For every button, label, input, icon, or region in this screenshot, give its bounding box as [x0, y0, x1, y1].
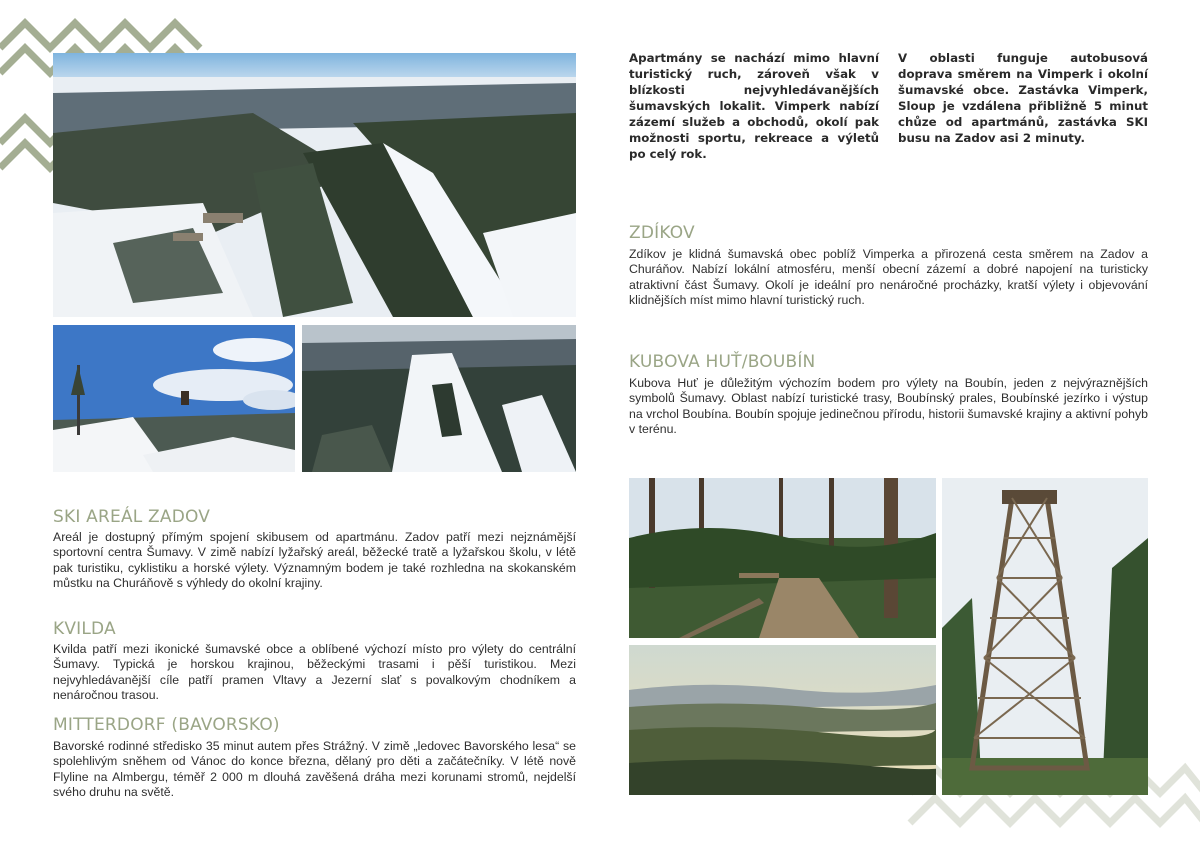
section-title-mitterdorf: MITTERDORF (BAVORSKO) [53, 715, 280, 735]
section-title-zdikov: ZDÍKOV [629, 223, 695, 243]
section-text-mitterdorf: Bavorské rodinné středisko 35 minut autem přes Strážný. V zimě „ledovec Bavorského lesa“ se spolehlivým sněhem od Vánoc do konce března, dělaný pro děti a začátečníky. V létě nově Flyline na Almbergu, téměř 2 000 m dlouhá zavěšená dráha mezi korunami stromů, nejdelší svého druhu na světě. [53, 739, 576, 800]
photo-aerial-ski-resort [53, 53, 576, 317]
section-title-ski-zadov: SKI AREÁL ZADOV [53, 507, 211, 527]
photo-ski-slopes-forest [302, 325, 576, 472]
section-text-kvilda: Kvilda patří mezi ikonické šumavské obce a oblíbené výchozí místo pro výlety do centrální Šumavy. Typická je horskou krajinou, běžeckými trasami i pěší turistikou. Mezi nejvyhledávanější cíle patří pramen Vltavy a Jezerní slať s povalkovým chodníkem a nenáročnou trasou. [53, 642, 576, 703]
section-text-zdikov: Zdíkov je klidná šumavská obec poblíž Vimperka a přirozená cesta směrem na Zadov a Churáňov. Nabízí lokální atmosféru, menší obecní zázemí a dobré napojení na turisticky atraktivní část Šumavy. Okolí je ideální pro nenáročné procházky, kratší výlety i objevování klidnějších míst mimo hlavní turistický ruch. [629, 247, 1148, 308]
photo-snowboarder-jump [53, 325, 295, 472]
section-text-kubova-hut: Kubova Huť je důležitým výchozím bodem pro výlety na Boubín, jeden z nejvýraznějších symbolů Šumavy. Oblast nabízí turistické trasy, Boubínský prales, Boubínské jezírko i výstup na vrchol Boubína. Boubín spojuje jedinečnou přírodu, historii šumavské krajiny a aktivní pohyb v terénu. [629, 376, 1148, 437]
intro-text-right: V oblasti funguje autobusová doprava směrem na Vimperk i okolní šumavské obce. Zastávka Vimperk, Sloup je vzdálena přibližně 5 minut chůze od apartmánů, zastávka SKI busu na Zadov asi 2 minuty. [898, 51, 1148, 145]
section-title-kubova-hut: KUBOVA HUŤ/BOUBÍN [629, 352, 816, 372]
photo-wooden-lookout-tower [942, 478, 1148, 795]
section-text-ski-zadov: Areál je dostupný přímým spojení skibusem od apartmánu. Zadov patří mezi nejznámější sportovní centra Šumavy. V zimě nabízí lyžařský areál, běžecké tratě a lyžařskou školu, v létě pak turistiku, cyklistiku a horské výlety. Významným bodem je také rozhledna na skokanském můstku na Churáňově s výhledy do okolní krajiny. [53, 530, 576, 591]
photo-forest-boardwalk [629, 478, 936, 638]
intro-text-left: Apartmány se nachází mimo hlavní turistický ruch, zároveň však v blízkosti nejvyhledávanějších šumavských lokalit. Vimperk nabízí zázemí služeb a obchodů, okolí pak možnosti sportu, rekreace a výletů po celý rok. [629, 51, 879, 161]
section-title-kvilda: KVILDA [53, 619, 116, 639]
photo-misty-hills-landscape [629, 645, 936, 795]
